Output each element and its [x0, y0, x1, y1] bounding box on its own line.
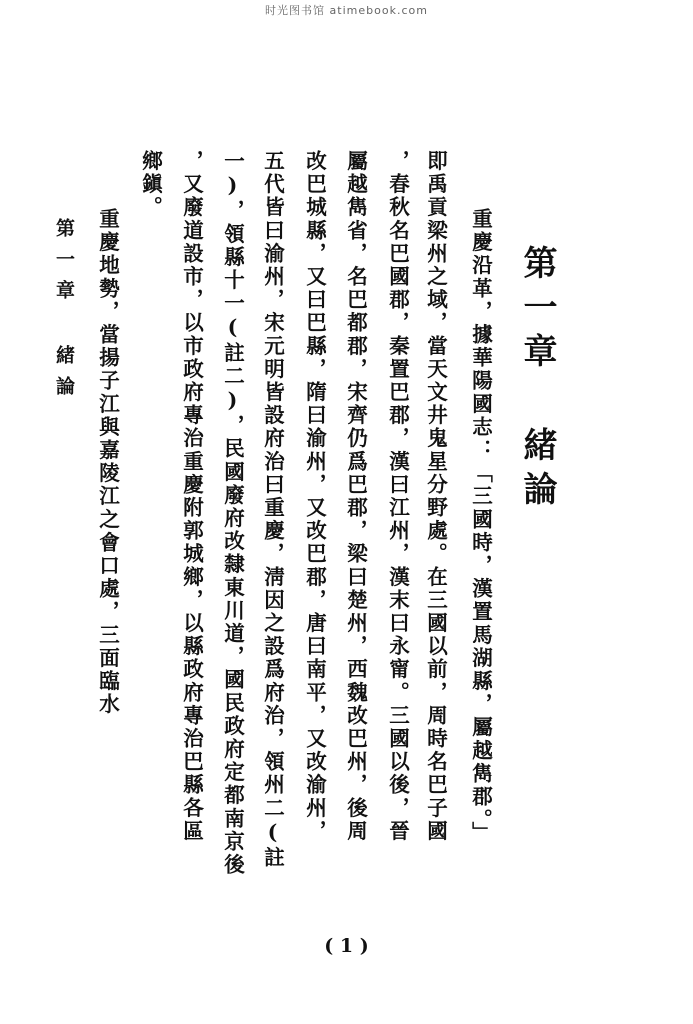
text-column-4: 屬越雋省，名巴都郡，宋齊仍爲巴郡，梁曰楚州，西魏改巴州，後周: [343, 150, 368, 843]
text-column-3: ，春秋名巴國郡，秦置巴郡，漢曰江州，漢末曰永甯。三國以後，晉: [385, 150, 410, 843]
text-column-2: 即禹貢梁州之域，當天文井鬼星分野處。在三國以前，周時名巴子國: [423, 150, 448, 843]
running-head: 第一章 緒論: [53, 218, 75, 407]
text-column-6: 五代皆曰渝州，宋元明皆設府治曰重慶，淸因之設爲府治，領州二(註: [260, 150, 285, 870]
text-column-5: 改巴城縣，又曰巴縣，隋曰渝州，又改巴郡，唐曰南平，又改渝州，: [302, 150, 327, 843]
text-column-7: 一)，領縣十一(註二)，民國廢府改隸東川道，國民政府定都南京後: [220, 150, 245, 877]
text-column-1: 重慶沿革，據華陽國志：「三國時，漢置馬湖縣，屬越雋郡。」: [468, 208, 493, 845]
text-column-8: ，又廢道設市，以市政府專治重慶附郭城鄉，以縣政府專治巴縣各區: [179, 150, 204, 843]
watermark: 时光图书馆 atimebook.com: [265, 4, 428, 17]
text-column-10: 重慶地勢，當揚子江與嘉陵江之會口處，三面臨水: [95, 208, 120, 717]
text-column-9: 鄉鎭。: [138, 150, 163, 220]
chapter-title: 第一章 緒論: [517, 245, 557, 515]
page-number: ( 1 ): [324, 935, 369, 957]
